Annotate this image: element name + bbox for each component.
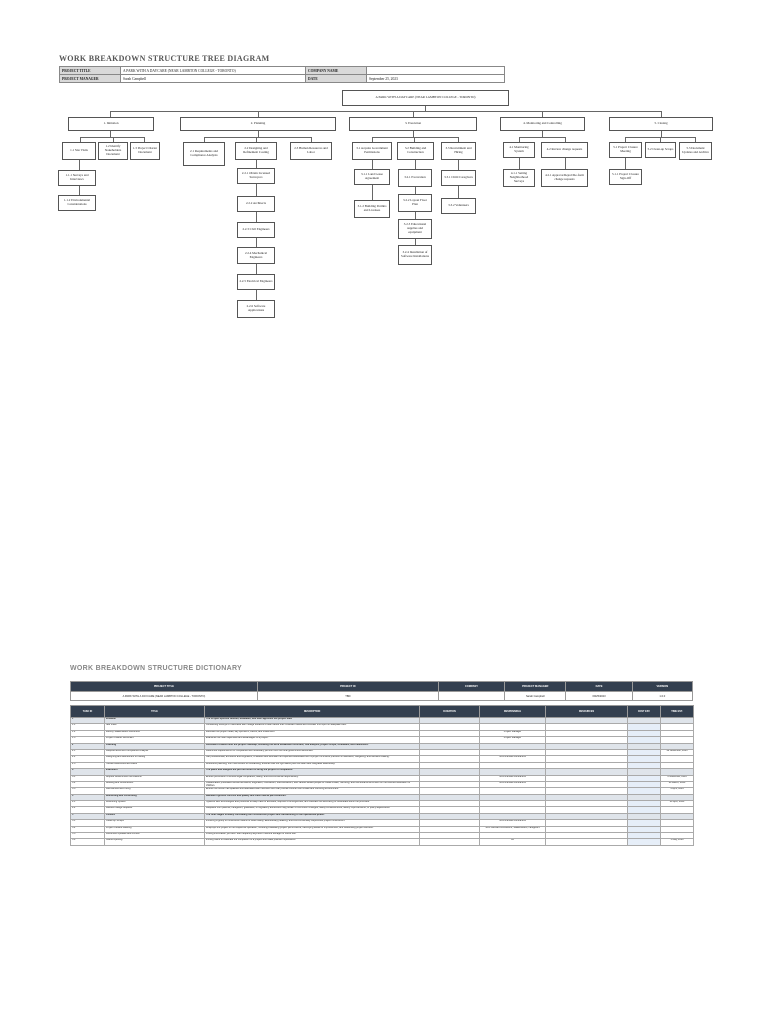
task-title-cell: Acquire Government Permissions <box>105 775 205 781</box>
task-id-cell: 2.1 <box>71 749 105 755</box>
task-description-cell: Get professionals, architects and engineers, to assess and estimate the expenses associated with a project to ensure precision in allocation, budgeting, and decision-making. <box>205 756 420 762</box>
task-title-cell: Initiation <box>105 718 205 724</box>
task-id-cell: 4.1 <box>71 801 105 807</box>
time-estimate-cell: 28 November, 2023 <box>661 749 694 755</box>
task-title-cell: Designing and Refinement of costing <box>105 756 205 762</box>
task-description-cell: Involving a group of construction teams to clean safely, aesthetically pleasing, and environmentally responsible project construction. <box>205 820 420 826</box>
task-title-cell: Review change requests <box>105 807 205 813</box>
head-col: COMPANY <box>438 682 504 692</box>
duration-cell <box>420 839 480 845</box>
head-val: TBD <box>257 692 438 701</box>
col-header: DESCRIPTION <box>205 706 420 718</box>
task-node-1-3: 1.3 Project Charter Document <box>130 142 160 160</box>
task-node-2-3: 2.3 Human Resources and Labor <box>290 142 332 160</box>
subtask-node-3-1-1: 3.1.1 Land Lease Agreement <box>354 169 390 185</box>
cost-estimate-cell <box>628 839 661 845</box>
head-col: DATE <box>566 682 632 692</box>
dictionary-table <box>70 705 694 846</box>
company-label: COMPANY NAME <box>306 67 367 75</box>
task-description-cell: Examines the main objectives and advantages of a project. <box>205 737 420 743</box>
resources-cell <box>546 839 628 845</box>
task-title-cell: Grand Opening <box>105 839 205 845</box>
wbs-tree-diagram <box>0 0 768 330</box>
task-id-cell: 5.4 <box>71 839 105 845</box>
head-col: VERSION <box>632 682 692 692</box>
subtask-node-2-2-2: 2.2.2 Architects <box>237 196 275 212</box>
task-description-cell: Wrap-ups the project to the respective operation, including evaluating project performance, identifying areas for improvement, and celebrating project success. <box>205 826 420 832</box>
task-description-cell: Ensure the center has qualified and dedicated staff members who can provide children with a safe and nurturing environment. <box>205 788 420 794</box>
task-title-cell: Planning <box>105 743 205 749</box>
task-id-cell: 4.2 <box>71 807 105 813</box>
head-col: PROJECT ID <box>257 682 438 692</box>
task-description-cell: Document creation with the project roadmap, including the work breakdown structure, risk analysis, project scope, schedules, and milestones. <box>205 743 420 749</box>
task-node-3-2: 3.2 Building and Construction <box>397 142 434 160</box>
responsible-cell: Project Manager <box>480 737 546 743</box>
task-id-cell: 3.2 <box>71 781 105 787</box>
head-val: 1.0.0 <box>632 692 692 701</box>
task-title-cell: Clean-up Scraps <box>105 820 205 826</box>
task-id-cell: 1 <box>71 718 105 724</box>
subtask-node-3-1-2: 3.1.2 Building Permits and Licenses <box>354 200 390 218</box>
head-val <box>438 692 504 701</box>
task-node-1-1: 1.1 Site Visits <box>62 142 96 160</box>
col-header: TASK ID <box>71 706 105 718</box>
col-header: DURATION <box>420 706 480 718</box>
subtask-node-2-2-4: 2.2.4 Mechanical Engineers <box>237 247 275 264</box>
task-node-2-2: 2.2 Designing and Refinement Costing <box>235 142 277 160</box>
task-node-5-3: 5.3 Document Updates and Archive <box>679 142 712 160</box>
responsible-cell: 50% licensed contractors, Stakeholders, caregivers <box>480 826 546 832</box>
subtask-node-3-2-4: 3.2.4 Installation of Software Installations <box>398 245 432 265</box>
task-title-cell: Requirements and Compliance Analysis <box>105 749 205 755</box>
phase-node-1: 1. Initiation <box>68 117 154 131</box>
task-title-cell: Monitoring and Controlling <box>105 794 205 800</box>
task-description-cell: Collaboration processes involve architects, engineers, contractors, subcontractors, and various skilled people to create a safe, nurturing, and functional environment for the kids and education of children. <box>205 781 420 787</box>
head-val: Sarah Campbell <box>505 692 566 701</box>
col-header: COST EST. <box>628 706 661 718</box>
subtask-node-3-3-2: 3.3.2 Volunteers <box>441 198 476 214</box>
phase-node-2: 2. Planning <box>180 117 336 131</box>
subtask-node-5-1-1: 5.1.1 Project Closure Sign-Off <box>609 169 642 185</box>
task-id-cell: 5.2 <box>71 826 105 832</box>
responsible-cell: 50% licensed contractors <box>480 756 546 762</box>
task-id-cell: 3 <box>71 769 105 775</box>
subtask-node-3-3-1: 3.3.1 Child Caregivers <box>441 170 476 186</box>
task-description-cell: Ensure permission to ensure legal compliance, safety, and environmental responsibility. <box>205 775 420 781</box>
task-description-cell: Putting information you don't use frequently anymore in secure storage for future use. <box>205 833 420 839</box>
col-header: RESPONSIBLE <box>480 706 546 718</box>
date-label: DATE <box>306 75 367 83</box>
dictionary-title: WORK BREAKDOWN STRUCTURE DICTIONARY <box>70 665 243 672</box>
table-row <box>71 839 694 845</box>
task-description-cell: Determine requirements for compliance and necessary permits from the local government authorities. <box>205 749 420 755</box>
manager-value: Sarah Campbell <box>121 75 306 83</box>
task-description-cell: The Project Sponsor defines, evaluates, and then approves the project idea. <box>205 718 420 724</box>
phase-node-5: 5. Closing <box>609 117 713 131</box>
subtask-node-2-2-6: 2.2.6 Software Applications <box>237 300 275 318</box>
task-id-cell: 5 <box>71 813 105 819</box>
task-description-cell: The plans and budgets are put into action to bring the project to completion. <box>205 769 420 775</box>
task-id-cell: 3.3 <box>71 788 105 794</box>
phase-node-3: 3. Execution <box>349 117 477 131</box>
time-estimate-cell: 20 April, 2024 <box>661 801 694 807</box>
responsible-cell: 50% licensed contractors <box>480 775 546 781</box>
task-node-5-1: 5.1 Project Closure Meeting <box>609 142 642 158</box>
responsible-cell: 50% licensed contractors <box>480 781 546 787</box>
task-id-cell: 2.3 <box>71 762 105 768</box>
task-title-cell: Site Visits <box>105 724 205 730</box>
phase-node-4: 4. Monitoring and Controlling <box>500 117 585 131</box>
time-estimate-cell: 4 April, 2024 <box>661 788 694 794</box>
task-node-4-2: 4.2 Review change requests <box>541 142 588 158</box>
task-id-cell: 1.3 <box>71 737 105 743</box>
subtask-node-3-2-2: 3.2.2 Layout Floor Plan <box>398 194 432 212</box>
task-description-cell: Requests from parents, caregivers, guardians, or regulatory authorities may pertain to curriculum changes, safety enhancements, facility improvements, or policy adjustments. <box>205 807 420 813</box>
task-title-cell: Identify Stakeholders Document <box>105 730 205 736</box>
responsible-cell: Project Manager <box>480 730 546 736</box>
task-description-cell: Conducting surveys or interviews with college students to learn about their childcare needs and consider this input for adequate care. <box>205 724 420 730</box>
subtask-node-1-1-2: 1.1.2 Environmental Considerations <box>58 195 96 211</box>
task-id-cell: 4 <box>71 794 105 800</box>
task-title-cell: Closure <box>105 813 205 819</box>
task-description-cell: The final stages formally concluding the construction project and transitioning to the operational phase. <box>205 813 420 819</box>
task-id-cell: 2 <box>71 743 105 749</box>
task-description-cell: Workforce planning, from recruitment to onboarding, ensures that the right talent joins the team and integrates seamlessly. <box>205 762 420 768</box>
manager-label: PROJECT MANAGER <box>60 75 121 83</box>
task-title-cell: Document Updates and Archive <box>105 833 205 839</box>
task-title-cell: Monitoring System <box>105 801 205 807</box>
tree-root-node: A PARK WITH A DAYCARE (NEAR LAMBTON COLLEGE - TORONTO) <box>342 90 509 106</box>
task-description-cell: Maintain rigorous controls and quality and track overall performances. <box>205 794 420 800</box>
project-title-value: A PARK WITH A DAYCARE (NEAR LAMBTON COLLEGE - TORONTO) <box>121 67 306 75</box>
task-title-cell: Execution <box>105 769 205 775</box>
responsible-cell: 50% licensed contractors <box>480 820 546 826</box>
time-estimate-cell: 4 November, 2023 <box>661 775 694 781</box>
subtask-node-2-2-5: 2.2.5 Electrical Engineers <box>237 274 275 290</box>
task-title-cell: Building and Construction <box>105 781 205 787</box>
task-title-cell: Project Closure Meeting <box>105 826 205 832</box>
task-description-cell: Identifies the project head, key sponsors, clients, and influencers. <box>205 730 420 736</box>
task-node-5-2: 5.2 Clean-up Scraps <box>645 142 676 158</box>
dictionary-header-table <box>70 681 693 701</box>
task-node-1-2: 1.2 Identify Stakeholders Document <box>98 142 128 160</box>
task-node-2-1: 2.1 Requirements and Compliance Analysis <box>183 142 225 166</box>
col-header: TIME EST. <box>661 706 694 718</box>
date-value: September 25, 2023 <box>367 75 505 83</box>
task-id-cell: 2.2 <box>71 756 105 762</box>
time-estimate-cell: 20 March, 2024 <box>661 781 694 787</box>
task-description-cell: Inviting users to celebrate the completion of a project and make positive impressions. <box>205 839 420 845</box>
subtask-node-4-1-1: 4.1.1 Setting Neighborhood Surveys <box>503 169 535 187</box>
task-id-cell: 5.1 <box>71 820 105 826</box>
task-id-cell: 5.3 <box>71 833 105 839</box>
task-id-cell: 1.2 <box>71 730 105 736</box>
task-title-cell: Recruitment and Hiring <box>105 788 205 794</box>
head-val: 09/25/2023 <box>566 692 632 701</box>
project-title-label: PROJECT TITLE <box>60 67 121 75</box>
head-col: PROJECT MANAGER <box>505 682 566 692</box>
subtask-node-3-2-3: 3.2.3 Educational supplies and equipment <box>398 219 432 239</box>
task-node-3-3: 3.3 Recruitment and Hiring <box>441 142 476 160</box>
task-title-cell: Human Resources and Labor <box>105 762 205 768</box>
task-id-cell: 1.1 <box>71 724 105 730</box>
task-description-cell: Systems with technologies and protocols to keep track of activities, respond to emergencies, and maintain the well-being of individuals within the premises. <box>205 801 420 807</box>
head-val: A PARK WITH A DAYCARE (NEAR LAMBTON COLLEGE - TORONTO) <box>71 692 258 701</box>
head-col: PROJECT TITLE <box>71 682 258 692</box>
time-estimate-cell: 1 May, 2024 <box>661 839 694 845</box>
subtask-node-2-2-3: 2.2.3 Civil Engineers <box>237 222 275 238</box>
task-title-cell: Project Charter Document <box>105 737 205 743</box>
responsible-cell: All <box>480 839 546 845</box>
subtask-node-2-2-1: 2.2.1 Obtain Licensed Surveyors <box>237 168 275 184</box>
subtask-node-1-1-1: 1.1.1 Surveys and Interviews <box>58 170 96 186</box>
col-header: RESOURCES <box>546 706 628 718</box>
page-title: WORK BREAKDOWN STRUCTURE TREE DIAGRAM <box>59 54 270 63</box>
task-id-cell: 3.1 <box>71 775 105 781</box>
task-node-3-1: 3.1 Acquire Government Permissions <box>352 142 392 160</box>
col-header: TITLE <box>105 706 205 718</box>
task-node-4-1: 4.1 Monitoring System <box>503 142 535 158</box>
subtask-node-4-2-1: 4.2.1 Approve/Reject/Re-form change requests <box>541 169 588 187</box>
subtask-node-3-2-1: 3.2.1 Excavation <box>398 169 432 187</box>
